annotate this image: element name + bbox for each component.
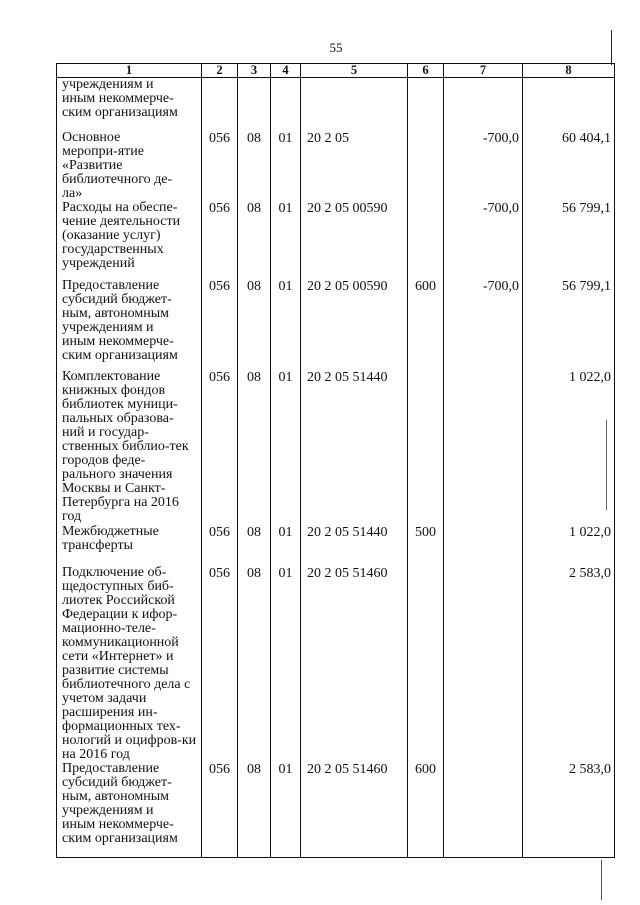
cell-c7 xyxy=(444,525,523,566)
page-number: 55 xyxy=(329,40,343,55)
cell-c3: 08 xyxy=(238,525,271,566)
cell-c8: 60 404,1 xyxy=(523,131,615,201)
cell-c4: 01 xyxy=(271,762,301,858)
column-header: 6 xyxy=(408,64,444,78)
row-name: Расходы на обеспе-чение деятельности (оказание услуг) государственных учреждений xyxy=(62,199,181,271)
table-row xyxy=(57,78,615,131)
cell-c5 xyxy=(301,78,408,131)
cell-c7 xyxy=(444,566,523,762)
cell-c3: 08 xyxy=(238,131,271,201)
scan-edge-mark xyxy=(601,860,602,900)
cell-c6: 500 xyxy=(408,525,444,566)
table-header-row xyxy=(57,64,615,78)
cell-c4: 01 xyxy=(271,525,301,566)
table-row xyxy=(57,279,615,370)
table-row xyxy=(57,566,615,762)
cell-c4 xyxy=(271,78,301,131)
cell-c8: 1 022,0 xyxy=(523,370,615,525)
cell-c2: 056 xyxy=(202,762,238,858)
cell-c7: -700,0 xyxy=(444,279,523,370)
cell-c2: 056 xyxy=(202,525,238,566)
cell-c4: 01 xyxy=(271,131,301,201)
cell-c5: 20 2 05 51460 xyxy=(301,762,408,858)
cell-c5: 20 2 05 00590 xyxy=(301,279,408,370)
cell-c5: 20 2 05 00590 xyxy=(301,201,408,279)
cell-c3: 08 xyxy=(238,566,271,762)
cell-c4: 01 xyxy=(271,370,301,525)
cell-c4: 01 xyxy=(271,279,301,370)
cell-c8: 56 799,1 xyxy=(523,279,615,370)
row-name: Межбюджетные трансферты xyxy=(62,523,159,553)
cell-c2: 056 xyxy=(202,131,238,201)
table-row xyxy=(57,370,615,525)
cell-c8: 2 583,0 xyxy=(523,566,615,762)
column-header: 7 xyxy=(444,64,523,78)
cell-c7: -700,0 xyxy=(444,201,523,279)
cell-c2: 056 xyxy=(202,370,238,525)
row-name: Предоставление субсидий бюджет-ным, автономным учреждениям и иным некоммерче-ским организациям xyxy=(62,277,178,363)
budget-table xyxy=(56,63,615,858)
column-header: 4 xyxy=(271,64,301,78)
row-name: Предоставление субсидий бюджет-ным, автономным учреждениям и иным некоммерче-ским организациям xyxy=(62,760,178,846)
column-header: 8 xyxy=(523,64,615,78)
column-header: 1 xyxy=(57,64,202,78)
column-header: 2 xyxy=(202,64,238,78)
cell-c7 xyxy=(444,762,523,858)
cell-c7 xyxy=(444,78,523,131)
table-row xyxy=(57,201,615,279)
cell-c6: 600 xyxy=(408,762,444,858)
cell-c8: 2 583,0 xyxy=(523,762,615,858)
scan-edge-mark xyxy=(611,30,612,65)
cell-c2: 056 xyxy=(202,279,238,370)
row-name: Основное меропри-ятие «Развитие библиотечного де-ла» xyxy=(62,129,173,201)
cell-c5: 20 2 05 xyxy=(301,131,408,201)
column-header: 5 xyxy=(301,64,408,78)
table-row xyxy=(57,525,615,566)
cell-c6 xyxy=(408,370,444,525)
cell-c3: 08 xyxy=(238,762,271,858)
row-name: Подключение об-щедоступных биб-лиотек Российской Федерации к ифор-мационно-теле-коммуникационной сети «Интернет» и развитие системы библиотечного дела с учетом задачи расширения ин-формационных тех-нологий и оцифров-ки на 2016 год xyxy=(62,564,197,762)
cell-c5: 20 2 05 51460 xyxy=(301,566,408,762)
cell-c5: 20 2 05 51440 xyxy=(301,525,408,566)
cell-c4: 01 xyxy=(271,566,301,762)
cell-c2: 056 xyxy=(202,566,238,762)
cell-c3 xyxy=(238,78,271,131)
cell-c8: 1 022,0 xyxy=(523,525,615,566)
cell-c3: 08 xyxy=(238,370,271,525)
cell-c6: 600 xyxy=(408,279,444,370)
cell-c2: 056 xyxy=(202,201,238,279)
cell-c6 xyxy=(408,131,444,201)
cell-c8 xyxy=(523,78,615,131)
scan-edge-mark xyxy=(606,420,607,510)
cell-c4: 01 xyxy=(271,201,301,279)
cell-c6 xyxy=(408,78,444,131)
table-row xyxy=(57,131,615,201)
row-name: Комплектование книжных фондов библиотек муници-пальных образова-ний и государ-ственных библио-тек городов феде-рального значения Москвы и Санкт-Петербурга на 2016 год xyxy=(62,368,189,524)
cell-c8: 56 799,1 xyxy=(523,201,615,279)
cell-c7 xyxy=(444,370,523,525)
cell-c7: -700,0 xyxy=(444,131,523,201)
row-name: учреждениям и иным некоммерче-ским организациям xyxy=(62,77,178,120)
cell-c3: 08 xyxy=(238,201,271,279)
table-row xyxy=(57,762,615,858)
cell-c2 xyxy=(202,78,238,131)
cell-c5: 20 2 05 51440 xyxy=(301,370,408,525)
cell-c6 xyxy=(408,566,444,762)
cell-c3: 08 xyxy=(238,279,271,370)
cell-c6 xyxy=(408,201,444,279)
column-header: 3 xyxy=(238,64,271,78)
